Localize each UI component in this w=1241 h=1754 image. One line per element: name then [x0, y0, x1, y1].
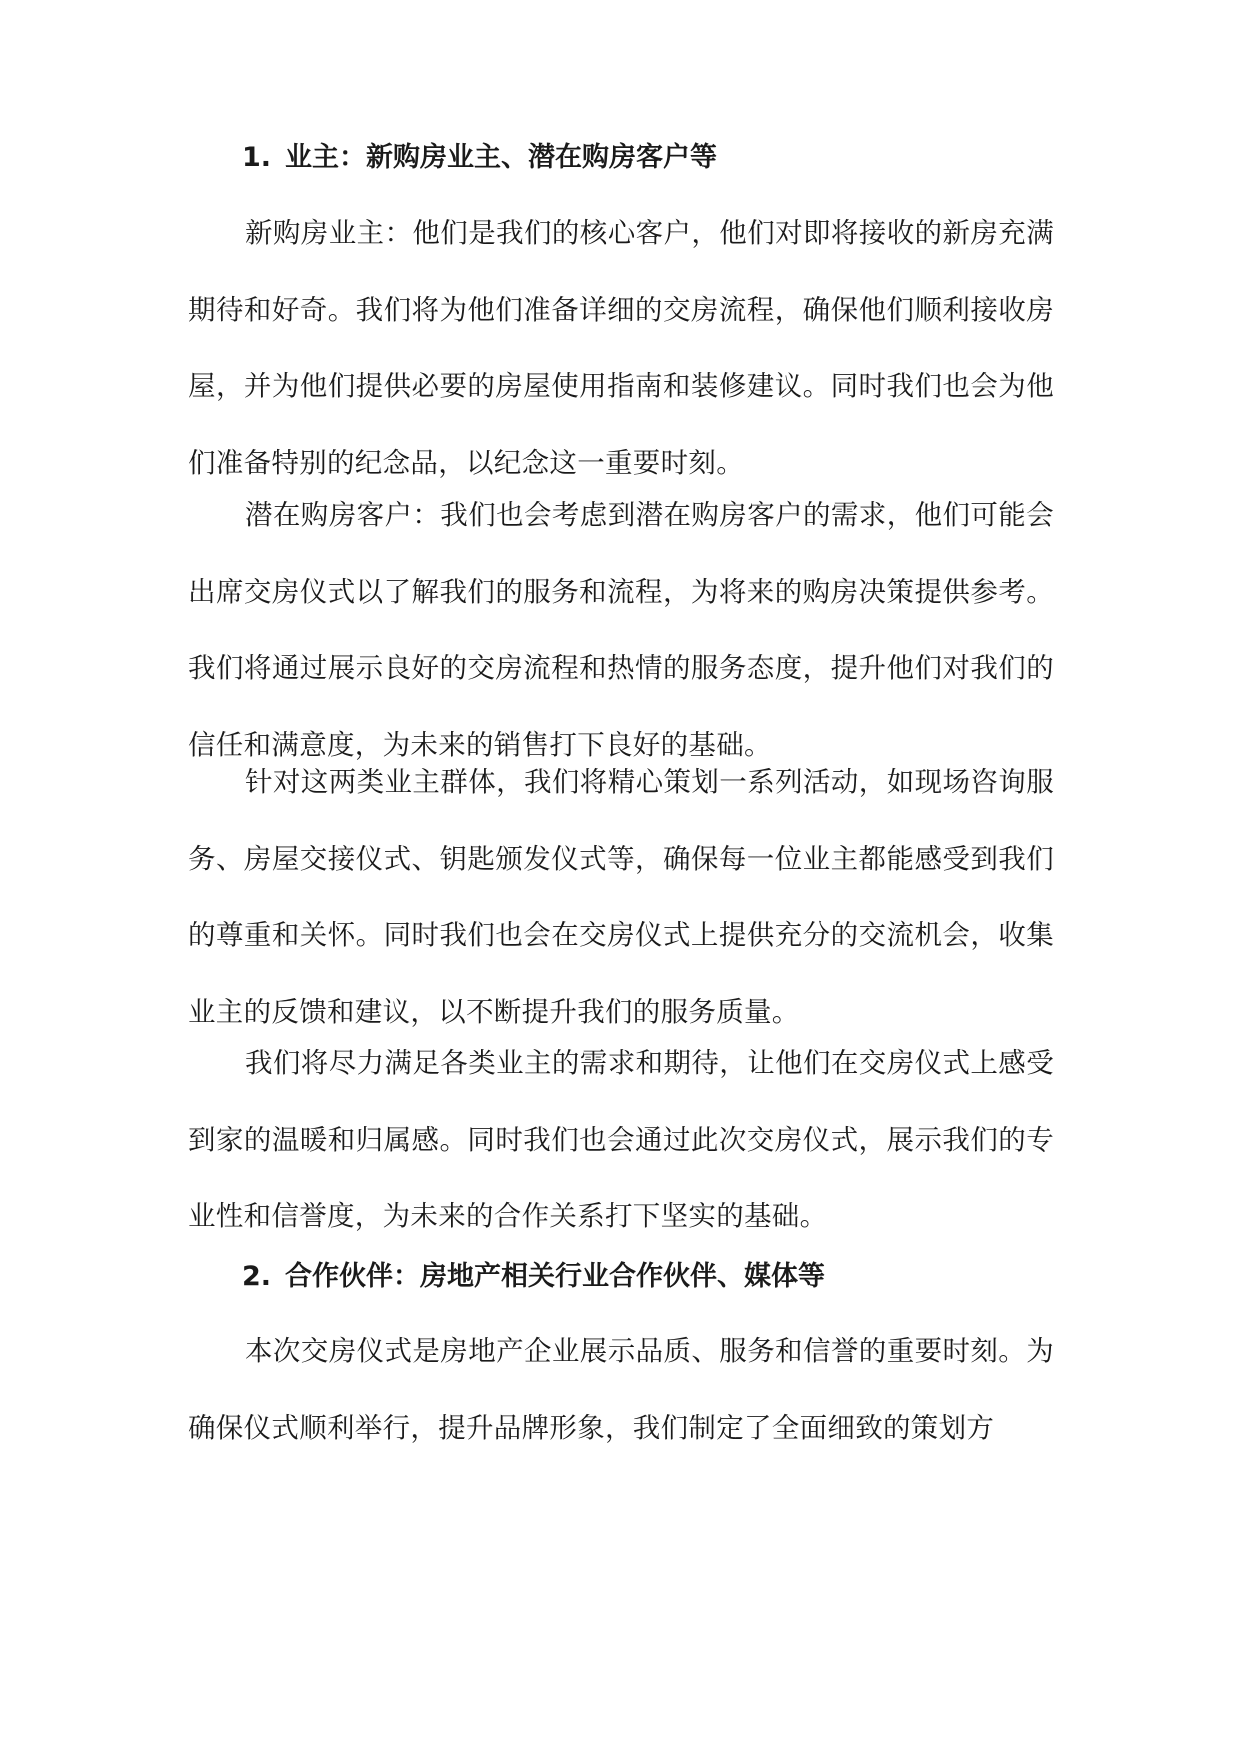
paragraph-1-1: 新购房业主：他们是我们的核心客户，他们对即将接收的新房充满期待和好奇。我们将为他们准备详细的交房流程，确保他们顺利接收房屋，并为他们提供必要的房屋使用指南和装修建议。同时我们也会为他们准备特别的纪念品，以纪念这一重要时刻。 [188, 217, 1054, 479]
section-number-1: 1. [242, 142, 272, 173]
paragraph-1-2: 潜在购房客户：我们也会考虑到潜在购房客户的需求，他们可能会出席交房仪式以了解我们的服务和流程，为将来的购房决策提供参考。我们将通过展示良好的交房流程和热情的服务态度，提升他们对我们的信任和满意度，为未来的销售打下良好的基础。 [188, 499, 1054, 761]
paragraph-1-3: 针对这两类业主群体，我们将精心策划一系列活动，如现场咨询服务、房屋交接仪式、钥匙颁发仪式等，确保每一位业主都能感受到我们的尊重和关怀。同时我们也会在交房仪式上提供充分的交流机会，收集业主的反馈和建议，以不断提升我们的服务质量。 [188, 766, 1054, 1028]
section-heading-1 [242, 120, 717, 196]
paragraph-2-1: 本次交房仪式是房地产企业展示品质、服务和信誉的重要时刻。为确保仪式顺利举行，提升品牌形象，我们制定了全面细致的策划方 [188, 1335, 1054, 1444]
section-heading-2 [242, 1239, 825, 1315]
paragraph-1-4: 我们将尽力满足各类业主的需求和期待，让他们在交房仪式上感受到家的温暖和归属感。同时我们也会通过此次交房仪式，展示我们的专业性和信誉度，为未来的合作关系打下坚实的基础。 [188, 1047, 1054, 1232]
section-title-1: 业主：新购房业主、潜在购房客户等 [285, 142, 718, 173]
section-number-2: 2. [242, 1261, 272, 1292]
section-title-2: 合作伙伴：房地产相关行业合作伙伴、媒体等 [285, 1261, 826, 1292]
